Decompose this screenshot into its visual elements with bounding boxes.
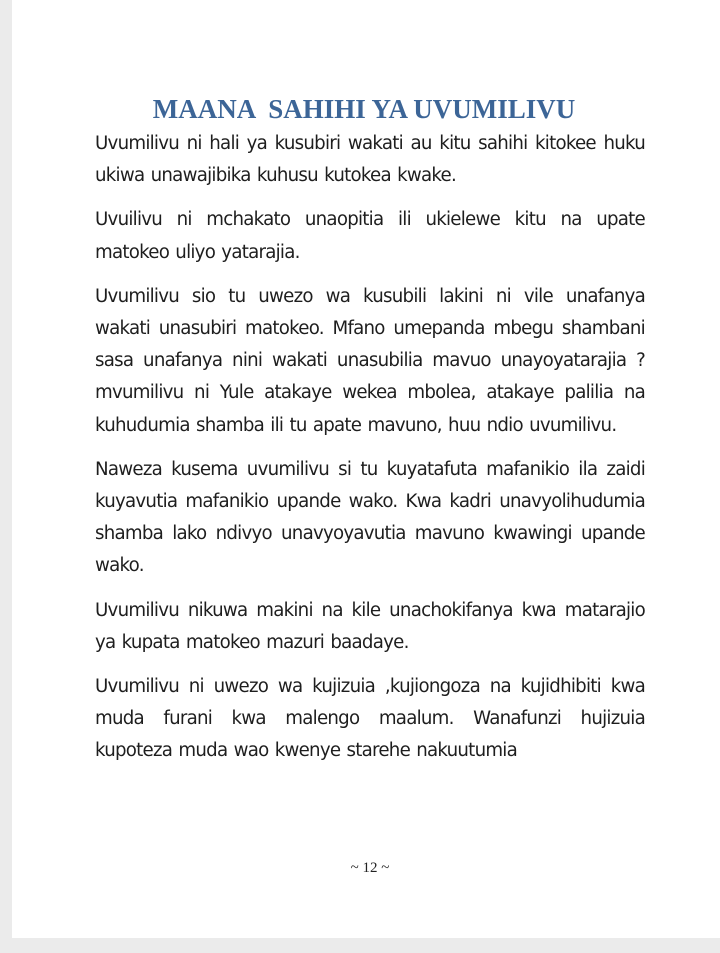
paragraph-6: Uvumilivu ni uwezo wa kujizuia ,kujiongoza na kujidhibiti kwa muda furani kwa malengo maalum. Wanafunzi hujizuia kupoteza muda wao kwenye starehe nakuutumia — [95, 676, 645, 762]
paragraph-3: Uvumilivu sio tu uwezo wa kusubili lakini ni vile unafanya wakati unasubiri matokeo. Mfano umepanda mbegu shambani sasa unafanya nini wakati unasubilia mavuo unayoyatarajia ? mvumilivu ni Yule atakaye wekea mbolea, atakaye palilia na kuhudumia shamba ili tu apate mavuno, huu ndio uvumilivu. — [95, 285, 645, 436]
body-text — [95, 128, 645, 780]
paragraph-1: Uvumilivu ni hali ya kusubiri wakati au kitu sahihi kitokee huku ukiwa unawajibika kuhusu kutokea kwake. — [95, 133, 645, 187]
page-title: MAANA SAHIHI YA UVUMILIVU — [152, 94, 576, 124]
page-gap — [0, 938, 720, 953]
page-number: ~ 12 ~ — [350, 860, 390, 876]
paragraph-4: Naweza kusema uvumilivu si tu kuyatafuta mafanikio ila zaidi kuyavutia mafanikio upande wako. Kwa kadri unavyolihudumia shamba lako ndivyo unavyoyavutia mavuno kwawingi upande wako. — [95, 458, 645, 577]
paragraph-2: Uvuilivu ni mchakato unaopitia ili ukielewe kitu na upate matokeo uliyo yatarajia. — [95, 209, 645, 263]
paragraph-5: Uvumilivu nikuwa makini na kile unachokifanya kwa matarajio ya kupata matokeo mazuri baadaye. — [95, 599, 645, 653]
